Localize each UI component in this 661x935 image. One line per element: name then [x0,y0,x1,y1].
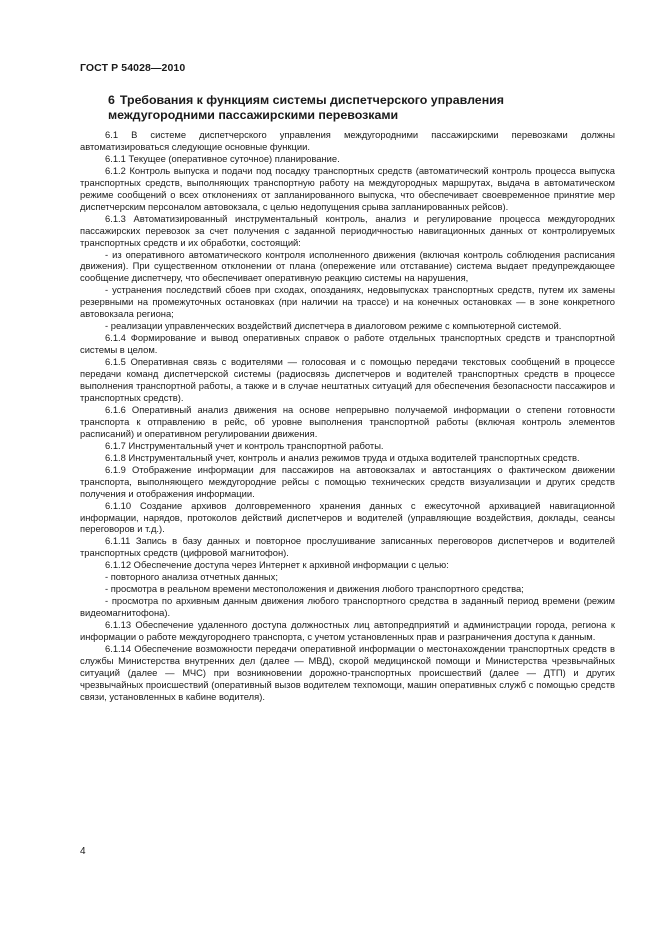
paragraph-6-1-4: 6.1.4 Формирование и вывод оперативных справок о работе отдельных транспортных средств и транспортной системы в целом. [80,332,615,356]
paragraph-6-1-6: 6.1.6 Оперативный анализ движения на основе непрерывно получаемой информации о степени готовности транспорта к отправлению в рейс, об уровне выполнения транспортной работы (включая контроль элементов расписаний) и оперативном регулировании движения. [80,403,615,439]
list-item-realtime-view: - просмотра в реальном времени местоположения и движения любого транспортного средства; [105,583,524,595]
page-number: 4 [80,846,86,857]
paragraph-6-1-8: 6.1.8 Инструментальный учет, контроль и анализ режимов труда и отдыха водителей транспортных средств. [105,451,580,463]
paragraph-6-1-10: 6.1.10 Создание архивов долговременного хранения данных с ежесуточной архивацией навигационной информации, нарядов, протоколов действий диспетчеров и водителей (управляющие воздействия, доклады, сеансы переговоров и т.д.). [80,499,615,535]
paragraph-6-1-14: 6.1.14 Обеспечение возможности передачи оперативной информации о местонахождении транспортных средств в службы Министерства внутренних дел (далее — МВД), скорой медицинской помощи и Министерства чрезвычайных ситуаций (далее — МЧС) при возникновении дорожно-транспортных происшествий (далее — ДТП) и других чрезвычайных происшествий (оперативный вызов водителем техпомощи, машин оперативных служб с помощью средств связи, установленных в кабине водителя). [80,642,615,702]
section-body [80,129,615,703]
paragraph-6-1: 6.1 В системе диспетчерского управления междугородними пассажирскими перевозками должны автоматизироваться следующие основные функции. [80,129,615,152]
paragraph-6-1-9: 6.1.9 Отображение информации для пассажиров на автовокзалах и автостанциях о фактическом движении транспорта, выполняющего междугородние рейсы с помощью технических средств визуализации и других средств получения и отображения информации. [80,463,615,499]
paragraph-6-1-12: 6.1.12 Обеспечение доступа через Интернет к архивной информации с целью: [105,559,449,571]
section-title: Требования к функциям системы диспетчерского управления междугородними пассажирскими перевозками [108,93,505,122]
list-item-repeat-analysis: - повторного анализа отчетных данных; [105,571,278,583]
section-heading [108,93,578,123]
document-header: ГОСТ Р 54028—2010 [80,62,186,74]
paragraph-6-1-3: 6.1.3 Автоматизированный инструментальный контроль, анализ и регулирование процесса междугородних пассажирских перевозок за счет получения с заданной периодичностью навигационных данных от контролируемых транспортных средств и их обработки, состоящий: [80,212,615,248]
paragraph-6-1-7: 6.1.7 Инструментальный учет и контроль транспортной работы. [105,439,384,451]
paragraph-6-1-13: 6.1.13 Обеспечение удаленного доступа должностных лиц автопредприятий и администрации города, региона к информации о работе междугороднего транспорта, с учетом установленных прав и разграничения доступа к данным. [80,619,615,643]
paragraph-6-1-1: 6.1.1 Текущее (оперативное суточное) планирование. [105,152,340,164]
list-item-operational-control: - из оперативного автоматического контроля исполненного движения (включая контроль соблюдения расписания движения). При существенном отклонении от плана (опережение или отставание) система выдает предупреждающее сообщение диспетчеру, что обеспечивает оперативную реакцию системы на нарушения, [80,248,615,284]
paragraph-6-1-11: 6.1.11 Запись в базу данных и повторное прослушивание записанных переговоров диспетчеров и водителей транспортных средств (цифровой магнитофон). [80,535,615,559]
paragraph-6-1-2: 6.1.2 Контроль выпуска и подачи под посадку транспортных средств (автоматический контроль процесса выпуска транспортных средств, выполняющих транспортную работу на междугородных маршрутах, выдача в автоматическом режиме сообщений о всех отклонениях от запланированного выпуска, что обеспечивает своевременное принятие мер диспетчерским персоналом автовокзала, с целью недопущения срыва запланированных рейсов). [80,164,615,212]
section-number: 6 [108,93,115,107]
paragraph-6-1-5: 6.1.5 Оперативная связь с водителями — голосовая и с помощью передачи текстовых сообщений в процессе передачи команд диспетчерской системы (радиосвязь диспетчеров и водителей транспортных средств в процессе выполнения транспортной работы, а также и в случае нештатных ситуаций для обеспечения безопасности пассажиров и транспортных средств). [80,356,615,403]
list-item-archive-view: - просмотра по архивным данным движения любого транспортного средства в заданный период времени (режим видеомагнитофона). [80,595,615,619]
list-item-failure-recovery: - устранения последствий сбоев при сходах, опозданиях, недовыпусках транспортных средств, путем их замены резервными на промежуточных остановках (при наличии на трассе) и на конечных остановках — в зоне конкретного автовокзала региона; [80,284,615,320]
list-item-dispatcher-actions: - реализации управленческих воздействий диспетчера в диалоговом режиме с компьютерной системой. [105,320,562,332]
